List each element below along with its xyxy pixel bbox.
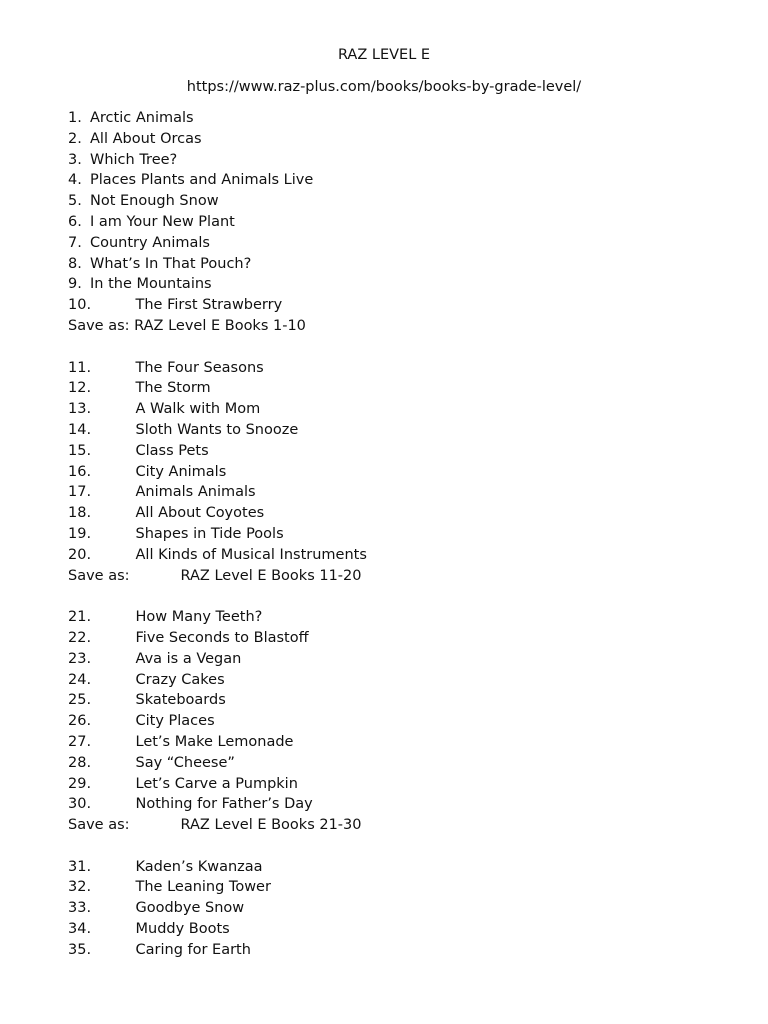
book-title: Places Plants and Animals Live <box>90 172 314 189</box>
list-number: 25. <box>68 692 92 709</box>
list-item <box>68 399 708 420</box>
list-number: 2. <box>68 130 82 147</box>
list-number: 1. <box>68 110 82 126</box>
book-title: Five Seconds to Blastoff <box>135 629 309 646</box>
list-item <box>68 711 708 732</box>
list-item <box>68 753 708 774</box>
list-item <box>68 358 708 379</box>
book-title: Shapes in Tide Pools <box>135 525 284 542</box>
book-title: Crazy Cakes <box>135 671 225 688</box>
save-as-line <box>68 316 708 337</box>
book-title: Skateboards <box>135 692 226 709</box>
list-item <box>68 690 708 711</box>
book-title: Let’s Carve a Pumpkin <box>135 775 298 792</box>
list-item <box>68 670 708 691</box>
list-item <box>68 877 708 898</box>
list-number: 5. <box>68 193 82 210</box>
list-item <box>68 732 708 753</box>
list-item <box>68 108 708 129</box>
book-title: Which Tree? <box>90 151 178 168</box>
list-number: 4. <box>68 172 82 189</box>
list-item <box>68 170 708 191</box>
page-title: RAZ LEVEL E <box>337 47 431 63</box>
list-item <box>68 295 708 316</box>
book-title: City Animals <box>135 463 227 480</box>
list-number: 10. <box>68 297 92 314</box>
book-title: Class Pets <box>135 442 209 459</box>
spacer <box>68 836 708 857</box>
list-number: 14. <box>68 421 92 438</box>
book-list <box>68 108 708 961</box>
spacer <box>68 337 708 358</box>
list-number: 11. <box>68 359 92 376</box>
book-title: Kaden’s Kwanzaa <box>135 858 263 875</box>
book-title: Arctic Animals <box>90 110 194 126</box>
list-number: 23. <box>68 650 92 667</box>
list-item <box>68 649 708 670</box>
book-title: The Four Seasons <box>135 359 264 376</box>
list-number: 24. <box>68 671 92 688</box>
list-item <box>68 545 708 566</box>
list-item <box>68 503 708 524</box>
save-as-label: Save as: <box>68 567 130 584</box>
save-as-line <box>68 815 708 836</box>
list-number: 29. <box>68 775 92 792</box>
book-title: I am Your New Plant <box>90 213 235 230</box>
list-number: 17. <box>68 484 92 501</box>
book-title: The Leaning Tower <box>135 879 271 896</box>
list-number: 18. <box>68 505 92 522</box>
save-as-label: Save as: <box>68 817 130 834</box>
list-number: 9. <box>68 276 82 293</box>
book-title: The First Strawberry <box>135 297 283 314</box>
list-item <box>68 774 708 795</box>
book-title: A Walk with Mom <box>135 401 261 418</box>
list-number: 19. <box>68 525 92 542</box>
list-item <box>68 274 708 295</box>
save-as-value: RAZ Level E Books 21-30 <box>180 817 362 834</box>
book-title: Country Animals <box>90 234 210 251</box>
list-item <box>68 441 708 462</box>
book-title: How Many Teeth? <box>135 609 263 626</box>
save-as-value: RAZ Level E Books 11-20 <box>180 567 362 584</box>
list-item <box>68 794 708 815</box>
list-number: 13. <box>68 401 92 418</box>
book-title: Let’s Make Lemonade <box>135 733 294 750</box>
book-title: Sloth Wants to Snooze <box>135 421 299 438</box>
list-number: 28. <box>68 754 92 771</box>
list-number: 33. <box>68 900 92 917</box>
book-title: Nothing for Father’s Day <box>135 796 313 813</box>
list-number: 35. <box>68 941 92 958</box>
book-title: All Kinds of Musical Instruments <box>135 546 367 563</box>
book-title: Say “Cheese” <box>135 754 235 771</box>
list-number: 34. <box>68 921 92 938</box>
list-number: 16. <box>68 463 92 480</box>
list-item <box>68 462 708 483</box>
list-item <box>68 919 708 940</box>
book-title: Ava is a Vegan <box>135 650 242 667</box>
book-title: Not Enough Snow <box>90 193 219 210</box>
list-item <box>68 191 708 212</box>
list-item <box>68 482 708 503</box>
list-number: 12. <box>68 380 92 397</box>
list-item <box>68 607 708 628</box>
book-title: City Places <box>135 713 215 730</box>
book-title: Animals Animals <box>135 484 256 501</box>
list-number: 27. <box>68 733 92 750</box>
list-number: 26. <box>68 713 92 730</box>
list-number: 6. <box>68 213 82 230</box>
list-number: 8. <box>68 255 82 272</box>
list-item <box>68 150 708 171</box>
save-as-value: RAZ Level E Books 1-10 <box>134 317 306 334</box>
book-title: In the Mountains <box>90 276 212 293</box>
list-item <box>68 857 708 878</box>
list-item <box>68 524 708 545</box>
list-item <box>68 628 708 649</box>
list-number: 22. <box>68 629 92 646</box>
list-item <box>68 940 708 961</box>
save-as-line <box>68 566 708 587</box>
list-item <box>68 212 708 233</box>
book-title: Goodbye Snow <box>135 900 245 917</box>
list-number: 30. <box>68 796 92 813</box>
list-number: 15. <box>68 442 92 459</box>
list-item <box>68 378 708 399</box>
book-title: Caring for Earth <box>135 941 251 958</box>
list-item <box>68 129 708 150</box>
list-number: 21. <box>68 609 92 626</box>
list-item <box>68 233 708 254</box>
list-number: 7. <box>68 234 82 251</box>
spacer <box>68 586 708 607</box>
list-number: 31. <box>68 858 92 875</box>
source-url: https://www.raz-plus.com/books/books-by-grade-level/ <box>186 79 582 95</box>
book-title: What’s In That Pouch? <box>90 255 252 272</box>
book-title: All About Orcas <box>90 130 202 147</box>
list-item <box>68 420 708 441</box>
book-title: The Storm <box>135 380 211 397</box>
list-number: 32. <box>68 879 92 896</box>
list-item <box>68 254 708 275</box>
book-title: Muddy Boots <box>135 921 230 938</box>
save-as-label: Save as: <box>68 317 130 334</box>
list-item <box>68 898 708 919</box>
list-number: 3. <box>68 151 82 168</box>
book-title: All About Coyotes <box>135 505 265 522</box>
list-number: 20. <box>68 546 92 563</box>
